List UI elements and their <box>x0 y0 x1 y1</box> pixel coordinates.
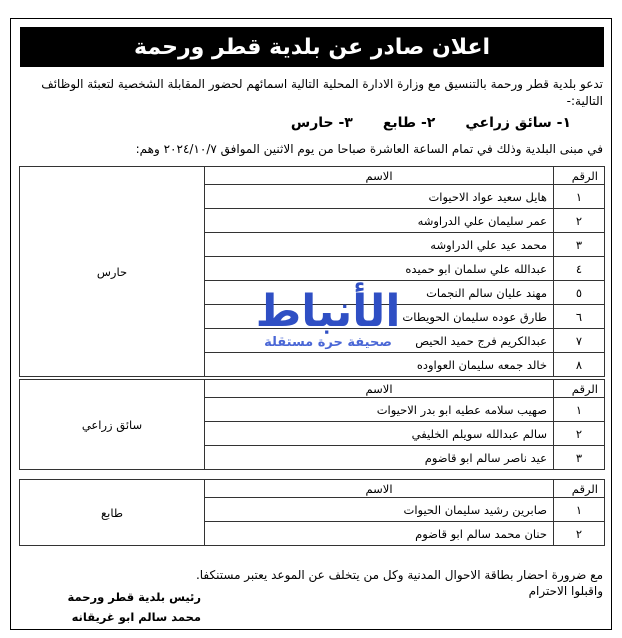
header-num: الرقم <box>554 380 605 398</box>
row-name: حنان محمد سالم ابو قاضوم <box>205 522 554 546</box>
row-name: هايل سعيد عواد الاحيوات <box>205 185 554 209</box>
row-num: ٥ <box>554 281 605 305</box>
row-name: خالد جمعه سليمان العواوده <box>205 353 554 377</box>
page-title: اعلان صادر عن بلدية قطر ورحمة <box>20 27 604 67</box>
venue-paragraph: في مبنى البلدية وذلك في تمام الساعة العاشرة صباحا من يوم الاثنين الموافق ٢٠٢٤/١٠/٧ وهم: <box>135 142 603 156</box>
row-name: صابرين رشيد سليمان الحيوات <box>205 498 554 522</box>
jobs-list <box>71 115 571 131</box>
row-num: ١ <box>554 185 605 209</box>
row-num: ٢ <box>554 209 605 233</box>
candidates-table-guard <box>19 166 605 377</box>
row-num: ٣ <box>554 233 605 257</box>
row-name: عبدالله علي سلمان ابو حميده <box>205 257 554 281</box>
row-num: ١ <box>554 398 605 422</box>
row-num: ٦ <box>554 305 605 329</box>
announcement-page <box>10 18 612 630</box>
signature-name: محمد سالم ابو غريقانه <box>71 610 201 624</box>
header-name: الاسم <box>205 480 554 498</box>
closing-text: واقبلوا الاحترام <box>528 584 603 598</box>
job-cell: سائق زراعي <box>20 380 205 470</box>
job-item: ٣- حارس <box>290 115 353 131</box>
candidates-table-typist <box>19 479 605 546</box>
candidates-table-driver <box>19 379 605 470</box>
header-name: الاسم <box>205 167 554 185</box>
row-name: سالم عبدالله سويلم الخليفي <box>205 422 554 446</box>
job-cell: حارس <box>20 167 205 377</box>
watermark-tagline: صحيفة حرة مستقلة <box>264 335 392 350</box>
signature-block <box>21 587 201 627</box>
row-num: ٢ <box>554 522 605 546</box>
row-name: عيد ناصر سالم ابو قاضوم <box>205 446 554 470</box>
row-num: ٨ <box>554 353 605 377</box>
job-item: ١- سائق زراعي <box>465 115 571 131</box>
signature-title: رئيس بلدية قطر ورحمة <box>67 590 201 604</box>
row-name: محمد عيد علي الدراوشه <box>205 233 554 257</box>
row-num: ٢ <box>554 422 605 446</box>
header-name: الاسم <box>205 380 554 398</box>
row-name: مهند عليان سالم النجمات <box>205 281 554 305</box>
row-name: طارق عوده سليمان الحويطات <box>205 305 554 329</box>
row-num: ١ <box>554 498 605 522</box>
requirement-text: مع ضرورة احضار بطاقة الاحوال المدنية وكل من يتخلف عن الموعد يعتبر مستنكفا. <box>195 568 603 582</box>
header-num: الرقم <box>554 480 605 498</box>
row-num: ٣ <box>554 446 605 470</box>
job-cell: طابع <box>20 480 205 546</box>
row-name: صهيب سلامه عطيه ابو بدر الاحيوات <box>205 398 554 422</box>
job-item: ٢- طابع <box>382 115 436 131</box>
row-name: عمر سليمان علي الدراوشه <box>205 209 554 233</box>
watermark-logo: الأنباط <box>255 286 401 337</box>
row-num: ٤ <box>554 257 605 281</box>
intro-paragraph: تدعو بلدية قطر ورحمة بالتنسيق مع وزارة الادارة المحلية التالية اسمائهم لحضور المقابلة الشخصية لتعبئة الوظائف التالية:- <box>41 77 603 108</box>
row-num: ٧ <box>554 329 605 353</box>
header-num: الرقم <box>554 167 605 185</box>
row-name: عبدالكريم فرج حميد الحيص <box>205 329 554 353</box>
